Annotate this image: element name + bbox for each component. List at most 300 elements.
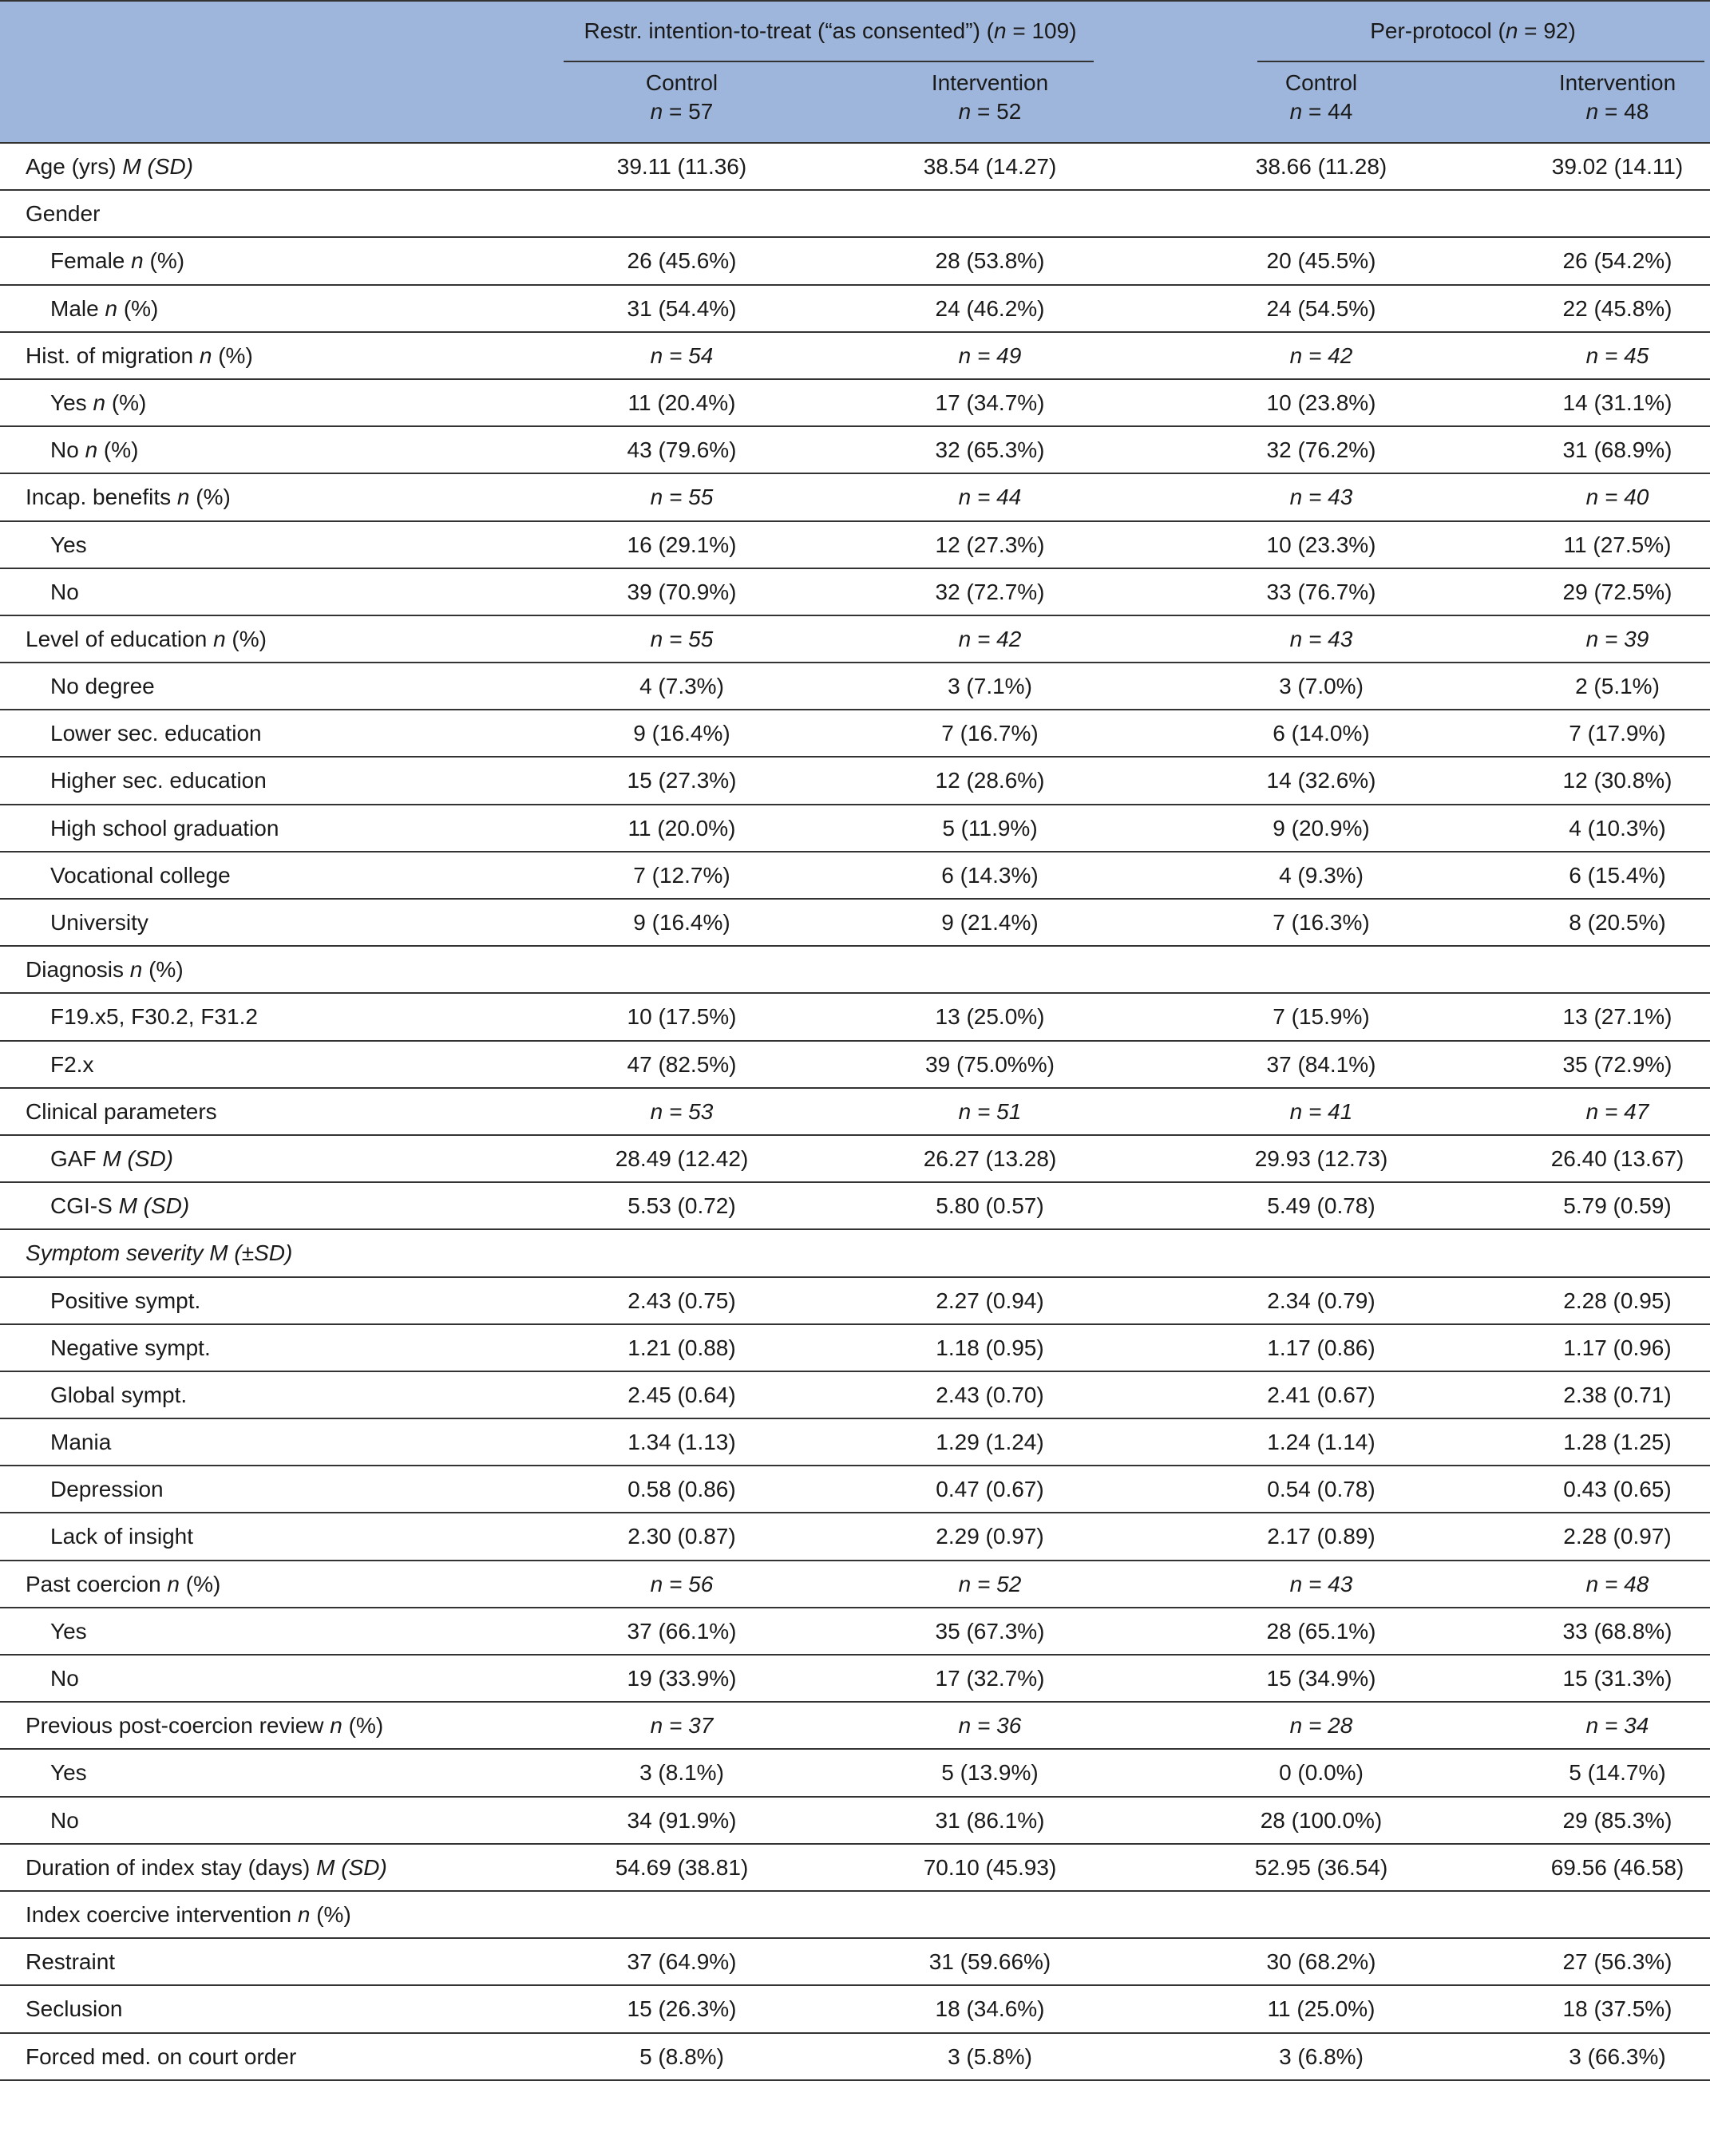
row-label xyxy=(50,380,146,425)
table-cell: n = 55 xyxy=(650,485,714,510)
column-header-n: n xyxy=(1289,99,1303,124)
row-label xyxy=(26,1939,115,1984)
row-label-text: Lack of insight xyxy=(50,1524,193,1549)
row-label-stat: M (SD) xyxy=(118,1193,190,1219)
table-cell: 38.66 (11.28) xyxy=(1255,154,1387,179)
row-label xyxy=(50,286,158,331)
table-cell: 32 (72.7%) xyxy=(935,579,1045,604)
row-label-text: Level of education xyxy=(26,626,214,651)
table-cell: n = 44 xyxy=(958,485,1022,510)
table-cell: n = 34 xyxy=(1585,1713,1649,1739)
table-cell: 69.56 (46.58) xyxy=(1550,1854,1684,1880)
table-cell: 28 (53.8%) xyxy=(935,248,1045,274)
table-cell: 5 (14.7%) xyxy=(1569,1760,1666,1786)
row-label-text: Past coercion xyxy=(26,1571,168,1596)
table-cell: 39.11 (11.36) xyxy=(616,154,747,179)
row-label xyxy=(26,616,267,662)
row-label-text: Male xyxy=(50,295,105,321)
table-cell: n = 41 xyxy=(1289,1098,1353,1124)
row-label xyxy=(50,1466,164,1512)
table-cell: 1.21 (0.88) xyxy=(627,1335,736,1360)
row-label xyxy=(26,474,231,520)
row-label-text: Female xyxy=(50,248,132,274)
row-label xyxy=(26,1892,351,1937)
table-cell: 1.29 (1.24) xyxy=(936,1430,1044,1455)
table-row xyxy=(0,1845,1710,1892)
table-row xyxy=(0,1798,1710,1845)
table-cell: 28 (65.1%) xyxy=(1266,1618,1376,1644)
row-label-tail: (%) xyxy=(142,957,184,983)
table-cell: 10 (17.5%) xyxy=(627,1004,737,1030)
table-cell: 2.45 (0.64) xyxy=(627,1382,736,1407)
table-cell: 1.17 (0.96) xyxy=(1563,1335,1672,1360)
table-row xyxy=(0,1042,1710,1089)
row-label-text: Duration of index stay (days) xyxy=(26,1854,317,1880)
table-cell: 34 (91.9%) xyxy=(627,1807,737,1833)
row-label-text: High school graduation xyxy=(50,815,279,841)
row-label-stat: M (SD) xyxy=(122,154,194,179)
table-cell: 2.34 (0.79) xyxy=(1267,1288,1376,1313)
table-cell: 2.27 (0.94) xyxy=(936,1288,1044,1313)
row-label-tail: (%) xyxy=(143,248,185,274)
table-cell xyxy=(1498,1892,1710,1937)
table-cell: 7 (16.3%) xyxy=(1273,910,1370,935)
table-cell: 0.54 (0.78) xyxy=(1267,1477,1376,1502)
row-label xyxy=(26,947,184,992)
table-row xyxy=(0,286,1710,333)
row-label xyxy=(50,1608,87,1654)
row-label xyxy=(50,663,155,709)
table-cell: 9 (21.4%) xyxy=(941,910,1039,935)
table-row xyxy=(0,474,1710,521)
table-cell: 4 (9.3%) xyxy=(1279,862,1364,888)
table-cell: 5 (8.8%) xyxy=(639,2043,724,2069)
table-cell: n = 49 xyxy=(958,342,1022,368)
row-label-tail: (%) xyxy=(105,390,147,415)
table-cell: 1.24 (1.14) xyxy=(1267,1430,1376,1455)
table-cell xyxy=(870,191,1110,236)
row-label-text: Global sympt. xyxy=(50,1382,188,1407)
table-cell: 6 (14.3%) xyxy=(941,862,1039,888)
table-cell xyxy=(1498,1230,1710,1276)
table-cell: 18 (37.5%) xyxy=(1562,1996,1672,2022)
row-label-text: Hist. of migration xyxy=(26,342,200,368)
table-cell: 15 (31.3%) xyxy=(1562,1666,1672,1691)
row-label-text: Seclusion xyxy=(26,1996,123,2022)
row-label-text: Mania xyxy=(50,1430,112,1455)
row-label-tail: (%) xyxy=(212,342,253,368)
row-label xyxy=(50,1372,187,1418)
table-header xyxy=(0,0,1710,144)
row-label-text: F19.x5, F30.2, F31.2 xyxy=(50,1004,258,1030)
table-cell: n = 45 xyxy=(1585,342,1649,368)
table-cell: 11 (27.5%) xyxy=(1563,532,1672,557)
row-label-text: Yes xyxy=(50,1618,87,1644)
table-cell: 2.41 (0.67) xyxy=(1267,1382,1376,1407)
table-row xyxy=(0,1750,1710,1797)
table-row xyxy=(0,1892,1710,1939)
row-label xyxy=(26,1089,217,1134)
table-row xyxy=(0,1325,1710,1372)
table-cell: 6 (15.4%) xyxy=(1569,862,1666,888)
table-cell: n = 42 xyxy=(958,626,1022,651)
table-row xyxy=(0,380,1710,427)
table-cell xyxy=(870,1892,1110,1937)
table-cell: 4 (7.3%) xyxy=(639,674,724,699)
row-label-text: Yes xyxy=(50,1760,87,1786)
table-cell: n = 53 xyxy=(650,1098,714,1124)
row-label xyxy=(50,1419,111,1465)
row-label-stat: n xyxy=(131,248,144,274)
table-cell: 0.43 (0.65) xyxy=(1563,1477,1672,1502)
row-label-text: No xyxy=(50,579,79,604)
row-label-tail: (%) xyxy=(117,295,159,321)
row-label-stat: n xyxy=(93,390,106,415)
table-cell xyxy=(562,1892,802,1937)
column-header-n: n xyxy=(958,99,972,124)
row-label xyxy=(50,1042,93,1087)
table-cell: 52.95 (36.54) xyxy=(1254,1854,1388,1880)
table-cell: 3 (7.0%) xyxy=(1279,674,1364,699)
table-cell: n = 51 xyxy=(958,1098,1022,1124)
row-label-text: Diagnosis xyxy=(26,957,130,983)
row-label-text: Positive sympt. xyxy=(50,1288,201,1313)
table-cell: 39.02 (14.11) xyxy=(1551,154,1684,179)
row-label xyxy=(50,994,258,1039)
group-underline-pp xyxy=(1257,61,1704,62)
row-label-tail: (%) xyxy=(225,626,267,651)
table-cell: 2 (5.1%) xyxy=(1575,674,1660,699)
table-cell: 1.28 (1.25) xyxy=(1563,1430,1672,1455)
table-cell xyxy=(562,1230,802,1276)
row-label xyxy=(50,427,138,473)
table-row xyxy=(0,710,1710,758)
table-cell: 27 (56.3%) xyxy=(1562,1949,1672,1975)
table-row xyxy=(0,144,1710,191)
table-row xyxy=(0,1183,1710,1230)
table-row xyxy=(0,1656,1710,1703)
table-cell: 15 (26.3%) xyxy=(627,1996,737,2022)
table-cell: 17 (34.7%) xyxy=(935,390,1045,415)
row-label-stat: n xyxy=(176,485,190,510)
table-row xyxy=(0,900,1710,947)
table-cell: 31 (54.4%) xyxy=(627,295,737,321)
table-cell: 10 (23.3%) xyxy=(1266,532,1376,557)
table-cell xyxy=(1201,191,1441,236)
table-cell: 9 (20.9%) xyxy=(1273,815,1370,841)
table-cell: 13 (25.0%) xyxy=(935,1004,1045,1030)
table-cell: 37 (84.1%) xyxy=(1266,1051,1376,1077)
table-cell: n = 56 xyxy=(650,1571,714,1596)
table-cell: 31 (59.66%) xyxy=(928,1949,1051,1975)
column-header-n-value: = 57 xyxy=(663,99,714,124)
row-label xyxy=(50,1750,87,1795)
table-cell: 20 (45.5%) xyxy=(1266,248,1376,274)
table-row xyxy=(0,616,1710,663)
row-label-text: Clinical parameters xyxy=(26,1098,217,1124)
table-cell: 5.79 (0.59) xyxy=(1563,1193,1672,1219)
table-cell: 3 (5.8%) xyxy=(948,2043,1032,2069)
row-label-tail: (%) xyxy=(180,1571,221,1596)
row-label-text: Negative sympt. xyxy=(50,1335,211,1360)
table-row xyxy=(0,569,1710,616)
table-cell: n = 55 xyxy=(650,626,714,651)
row-label-text: No xyxy=(50,1666,79,1691)
column-header-itt-control xyxy=(562,69,802,126)
table-cell: 5.80 (0.57) xyxy=(936,1193,1044,1219)
row-label-text: Yes xyxy=(50,390,93,415)
row-label-stat: n xyxy=(167,1571,180,1596)
row-label-text: Vocational college xyxy=(50,862,231,888)
table-cell xyxy=(1498,191,1710,236)
table-row xyxy=(0,1703,1710,1750)
table-cell: n = 47 xyxy=(1585,1098,1649,1124)
table-cell: 54.69 (38.81) xyxy=(615,1854,749,1880)
row-label-text: F2.x xyxy=(50,1051,94,1077)
group-header-itt-n: n xyxy=(994,18,1007,43)
table-cell: 7 (17.9%) xyxy=(1569,721,1666,746)
group-header-itt-prefix: Restr. intention-to-treat (“as consented”) ( xyxy=(584,18,994,43)
table-cell: 26 (45.6%) xyxy=(627,248,737,274)
group-header-itt-suffix: = 109) xyxy=(1006,18,1077,43)
table-cell: 14 (32.6%) xyxy=(1266,768,1376,793)
row-label-text: No degree xyxy=(50,674,155,699)
row-label-stat: n xyxy=(213,626,226,651)
row-label-text: Restraint xyxy=(26,1949,116,1975)
table-body xyxy=(0,144,1710,2081)
table-cell xyxy=(562,191,802,236)
table-cell: 11 (20.0%) xyxy=(627,815,736,841)
table-cell: 24 (54.5%) xyxy=(1266,295,1376,321)
row-label xyxy=(50,805,279,851)
group-header-pp xyxy=(1257,13,1688,49)
table-cell: 0.58 (0.86) xyxy=(627,1477,736,1502)
row-label xyxy=(26,2034,296,2079)
table-cell: n = 48 xyxy=(1585,1571,1649,1596)
table-cell: 2.28 (0.95) xyxy=(1563,1288,1672,1313)
table-row xyxy=(0,1089,1710,1136)
table-cell: 16 (29.1%) xyxy=(627,532,737,557)
table-cell: 37 (66.1%) xyxy=(627,1618,737,1644)
row-label-stat: n xyxy=(330,1713,342,1739)
row-label xyxy=(26,144,193,189)
table-cell: 39 (70.9%) xyxy=(627,579,737,604)
row-label xyxy=(26,1986,122,2031)
table-row xyxy=(0,1939,1710,1986)
row-label-stat: n xyxy=(105,295,118,321)
table-cell: n = 52 xyxy=(958,1571,1022,1596)
row-label-stat: n xyxy=(297,1901,311,1927)
column-header-n-value: = 44 xyxy=(1302,99,1353,124)
row-label xyxy=(50,710,262,756)
row-label xyxy=(50,1278,200,1323)
table-row xyxy=(0,191,1710,238)
table-row xyxy=(0,758,1710,805)
table-cell: 10 (23.8%) xyxy=(1266,390,1376,415)
table-cell: n = 28 xyxy=(1289,1713,1353,1739)
column-header-label: Control xyxy=(645,70,718,95)
table-cell: 5.53 (0.72) xyxy=(627,1193,736,1219)
table-cell: 39 (75.0%%) xyxy=(925,1051,1055,1077)
row-label-stat: Symptom severity M (±SD) xyxy=(26,1240,293,1266)
table-cell: n = 36 xyxy=(958,1713,1022,1739)
table-cell: 12 (30.8%) xyxy=(1562,768,1672,793)
table-cell: n = 37 xyxy=(650,1713,714,1739)
table-cell xyxy=(1201,1892,1441,1937)
row-label xyxy=(50,238,184,283)
table-cell: 12 (27.3%) xyxy=(935,532,1045,557)
row-label xyxy=(26,1561,220,1607)
table-cell: 38.54 (14.27) xyxy=(923,154,1057,179)
table-cell: 26.27 (13.28) xyxy=(923,1145,1057,1171)
table-cell: 1.17 (0.86) xyxy=(1267,1335,1376,1360)
table-cell: 35 (67.3%) xyxy=(935,1618,1045,1644)
column-header-n: n xyxy=(650,99,663,124)
table-cell: 2.29 (0.97) xyxy=(936,1524,1044,1549)
table-cell: 3 (66.3%) xyxy=(1569,2043,1666,2069)
table-row xyxy=(0,663,1710,710)
table-cell xyxy=(870,947,1110,992)
table-cell: 22 (45.8%) xyxy=(1562,295,1672,321)
table-row xyxy=(0,1608,1710,1656)
row-label xyxy=(50,758,267,803)
row-label-text: Gender xyxy=(26,201,101,227)
row-label-text: No xyxy=(50,1807,79,1833)
table-cell: 8 (20.5%) xyxy=(1569,910,1666,935)
table-row xyxy=(0,333,1710,380)
row-label-stat: n xyxy=(199,342,212,368)
table-cell: 31 (68.9%) xyxy=(1562,437,1672,463)
table-cell: 29 (72.5%) xyxy=(1562,579,1672,604)
row-label-text: Age (yrs) xyxy=(26,154,123,179)
table-cell: 29.93 (12.73) xyxy=(1254,1145,1388,1171)
table-cell: 2.17 (0.89) xyxy=(1267,1524,1376,1549)
column-header-label: Intervention xyxy=(1558,70,1676,95)
row-label xyxy=(50,1656,79,1701)
table-cell: 28 (100.0%) xyxy=(1260,1807,1383,1833)
column-header-n-value: = 48 xyxy=(1598,99,1649,124)
table-row xyxy=(0,1230,1710,1277)
row-label-stat: n xyxy=(129,957,143,983)
row-label xyxy=(50,1325,211,1371)
column-header-label: Control xyxy=(1284,70,1358,95)
row-label xyxy=(26,191,100,236)
table-row xyxy=(0,1513,1710,1561)
row-label xyxy=(50,1136,173,1181)
table-cell: 32 (65.3%) xyxy=(935,437,1045,463)
table-row xyxy=(0,427,1710,474)
row-label-text: Lower sec. education xyxy=(50,721,262,746)
table-cell: 28.49 (12.42) xyxy=(615,1145,749,1171)
row-label xyxy=(50,900,148,945)
table-cell: 3 (6.8%) xyxy=(1279,2043,1364,2069)
table-cell: 18 (34.6%) xyxy=(935,1996,1045,2022)
column-header-n-value: = 52 xyxy=(971,99,1022,124)
table-row xyxy=(0,947,1710,994)
row-label-text: Previous post-coercion review xyxy=(26,1713,331,1739)
row-label xyxy=(50,853,231,898)
row-label xyxy=(50,1798,79,1843)
table-cell: 13 (27.1%) xyxy=(1562,1004,1672,1030)
row-label-stat: M (SD) xyxy=(102,1145,173,1171)
row-label-text: No xyxy=(50,437,85,463)
table-cell: 7 (16.7%) xyxy=(941,721,1039,746)
table-cell: 4 (10.3%) xyxy=(1569,815,1666,841)
table-cell: n = 43 xyxy=(1289,1571,1353,1596)
table-row xyxy=(0,1561,1710,1608)
table-cell: 1.34 (1.13) xyxy=(627,1430,736,1455)
table-cell: 5 (13.9%) xyxy=(941,1760,1039,1786)
table-row xyxy=(0,1419,1710,1466)
column-header-itt-intervention xyxy=(870,69,1110,126)
table-cell: 2.43 (0.75) xyxy=(627,1288,736,1313)
table-cell: n = 42 xyxy=(1289,342,1353,368)
row-label-text: Index coercive intervention xyxy=(26,1901,298,1927)
table-cell: 19 (33.9%) xyxy=(627,1666,737,1691)
group-header-pp-suffix: = 92) xyxy=(1518,18,1576,43)
table-row xyxy=(0,1466,1710,1513)
column-header-pp-control xyxy=(1201,69,1441,126)
table-cell xyxy=(562,947,802,992)
row-label-text: Depression xyxy=(50,1477,164,1502)
table-row xyxy=(0,522,1710,569)
row-label-text: Yes xyxy=(50,532,87,557)
table-cell: 31 (86.1%) xyxy=(935,1807,1045,1833)
table-cell: 43 (79.6%) xyxy=(627,437,737,463)
table-cell: 33 (68.8%) xyxy=(1562,1618,1672,1644)
row-label-text: University xyxy=(50,910,148,935)
column-header-n: n xyxy=(1585,99,1599,124)
row-label xyxy=(50,522,87,568)
column-header-label: Intervention xyxy=(931,70,1049,95)
row-label-text: Higher sec. education xyxy=(50,768,267,793)
table-cell: 11 (20.4%) xyxy=(627,390,736,415)
row-label xyxy=(50,1513,193,1559)
table-row xyxy=(0,853,1710,900)
table-cell: 11 (25.0%) xyxy=(1267,1996,1376,2022)
table-cell: 2.28 (0.97) xyxy=(1563,1524,1672,1549)
table-cell: 9 (16.4%) xyxy=(633,721,730,746)
table-cell xyxy=(1201,1230,1441,1276)
row-label xyxy=(50,1183,189,1228)
table-cell: 47 (82.5%) xyxy=(627,1051,737,1077)
table-cell: 0 (0.0%) xyxy=(1279,1760,1364,1786)
table-row xyxy=(0,1278,1710,1325)
table-cell xyxy=(1498,947,1710,992)
group-header-pp-n: n xyxy=(1505,18,1518,43)
group-header-itt xyxy=(559,13,1102,49)
row-label-tail: (%) xyxy=(342,1713,384,1739)
group-underline-itt xyxy=(564,61,1094,62)
table-cell: 0.47 (0.67) xyxy=(936,1477,1044,1502)
table-cell: 33 (76.7%) xyxy=(1266,579,1376,604)
table-cell: 9 (16.4%) xyxy=(633,910,730,935)
column-header-pp-intervention xyxy=(1498,69,1710,126)
row-label-stat: n xyxy=(85,437,98,463)
table-cell: 30 (68.2%) xyxy=(1266,1949,1376,1975)
table-cell: 5.49 (0.78) xyxy=(1267,1193,1376,1219)
row-label xyxy=(50,569,79,615)
table-cell: 29 (85.3%) xyxy=(1562,1807,1672,1833)
group-header-pp-prefix: Per-protocol ( xyxy=(1370,18,1506,43)
table-cell: 70.10 (45.93) xyxy=(923,1854,1057,1880)
table-cell: n = 54 xyxy=(650,342,714,368)
table-cell: n = 43 xyxy=(1289,626,1353,651)
row-label-tail: (%) xyxy=(189,485,231,510)
table-cell: 3 (7.1%) xyxy=(948,674,1032,699)
table-cell: 12 (28.6%) xyxy=(935,768,1045,793)
row-label-tail: (%) xyxy=(97,437,139,463)
